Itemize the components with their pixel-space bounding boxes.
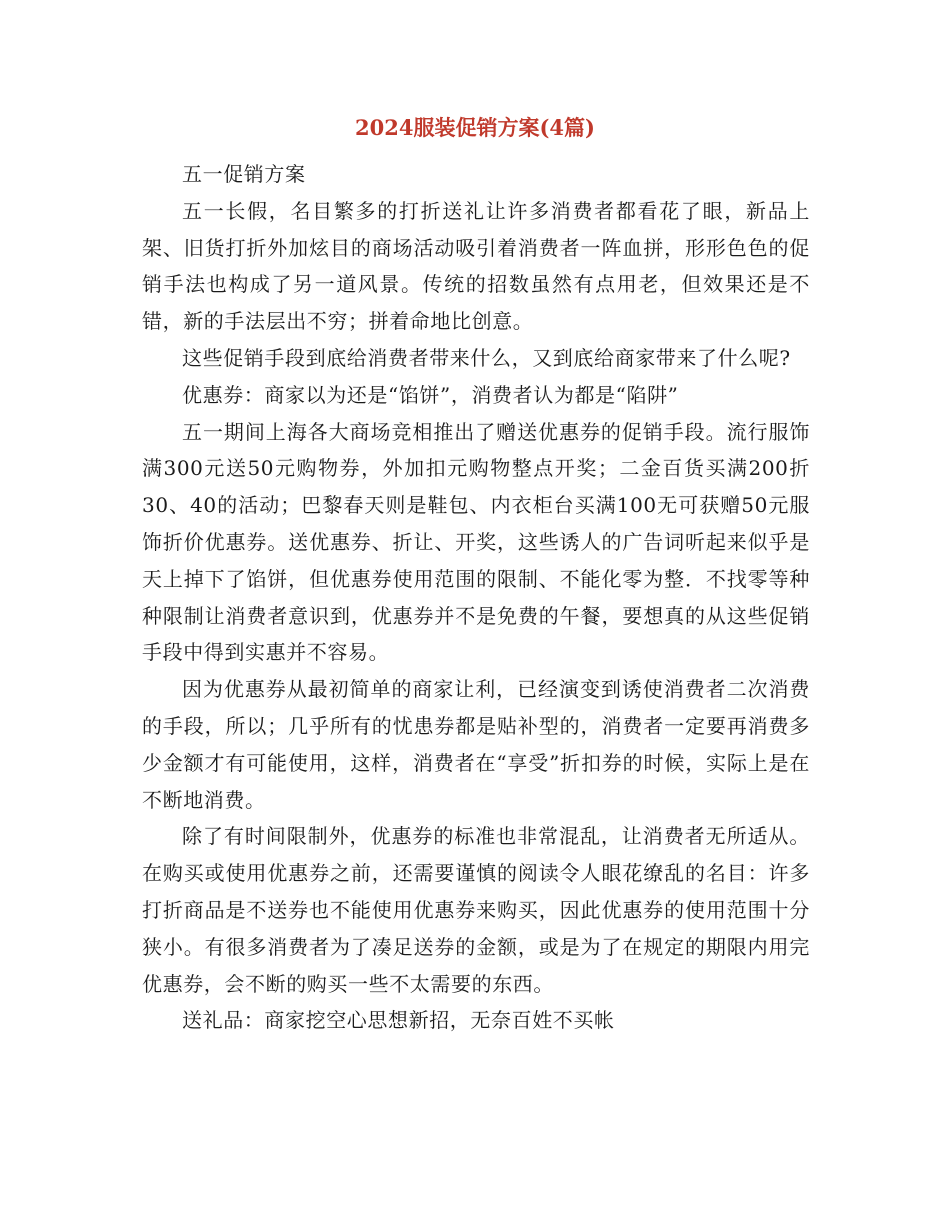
paragraph: 五一期间上海各大商场竞相推出了赠送优惠券的促销手段。流行服饰满300元送50元购物券，外加扣元购物整点开奖；二金百货买满200折30、40的活动；巴黎春天则是鞋包、内衣柜台买满100无可获赠50元服饰折价优惠券。送优惠券、折让、开奖，这些诱人的广告词听起来似乎是天上掉下了馅饼，但优惠券使用范围的限制、不能化零为整．不找零等种种限制让消费者意识到，优惠券并不是免费的午餐，要想真的从这些促销手段中得到实惠并不容易。 <box>142 419 810 665</box>
paragraph: 除了有时间限制外，优惠券的标准也非常混乱，让消费者无所适从。在购买或使用优惠券之前，还需要谨慎的阅读令人眼花缭乱的名目：许多打折商品是不送券也不能使用优惠券来购买，因此优惠券的使用范围十分狭小。有很多消费者为了凑足送券的金额，或是为了在规定的期限内用完优惠券，会不断的购买一些不太需要的东西。 <box>142 824 810 996</box>
document-body <box>142 156 810 1039</box>
document-title: 2024服装促销方案(4篇) <box>355 115 595 140</box>
paragraph-section-heading: 五一促销方案 <box>182 162 306 186</box>
paragraph: 这些促销手段到底给消费者带来什么，又到底给商家带来了什么呢? <box>182 345 791 370</box>
paragraph: 因为优惠券从最初简单的商家让利，已经演变到诱使消费者二次消费的手段，所以；几乎所有的忧患券都是贴补型的，消费者一定要再消费多少金额才有可能使用，这样，消费者在“享受”折扣券的时候，实际上是在不断地消费。 <box>142 677 810 812</box>
paragraph-subheading: 优惠券：商家以为还是“馅饼”，消费者认为都是“陷阱” <box>182 382 679 407</box>
paragraph-subheading: 送礼品：商家挖空心思想新招，无奈百姓不买帐 <box>182 1008 615 1033</box>
paragraph: 五一长假，名目繁多的打折送礼让许多消费者都看花了眼，新品上架、旧货打折外加炫目的商场活动吸引着消费者一阵血拼，形形色色的促销手法也构成了另一道风景。传统的招数虽然有点用老，但效果还是不错，新的手法层出不穷；拼着命地比创意。 <box>142 198 810 334</box>
